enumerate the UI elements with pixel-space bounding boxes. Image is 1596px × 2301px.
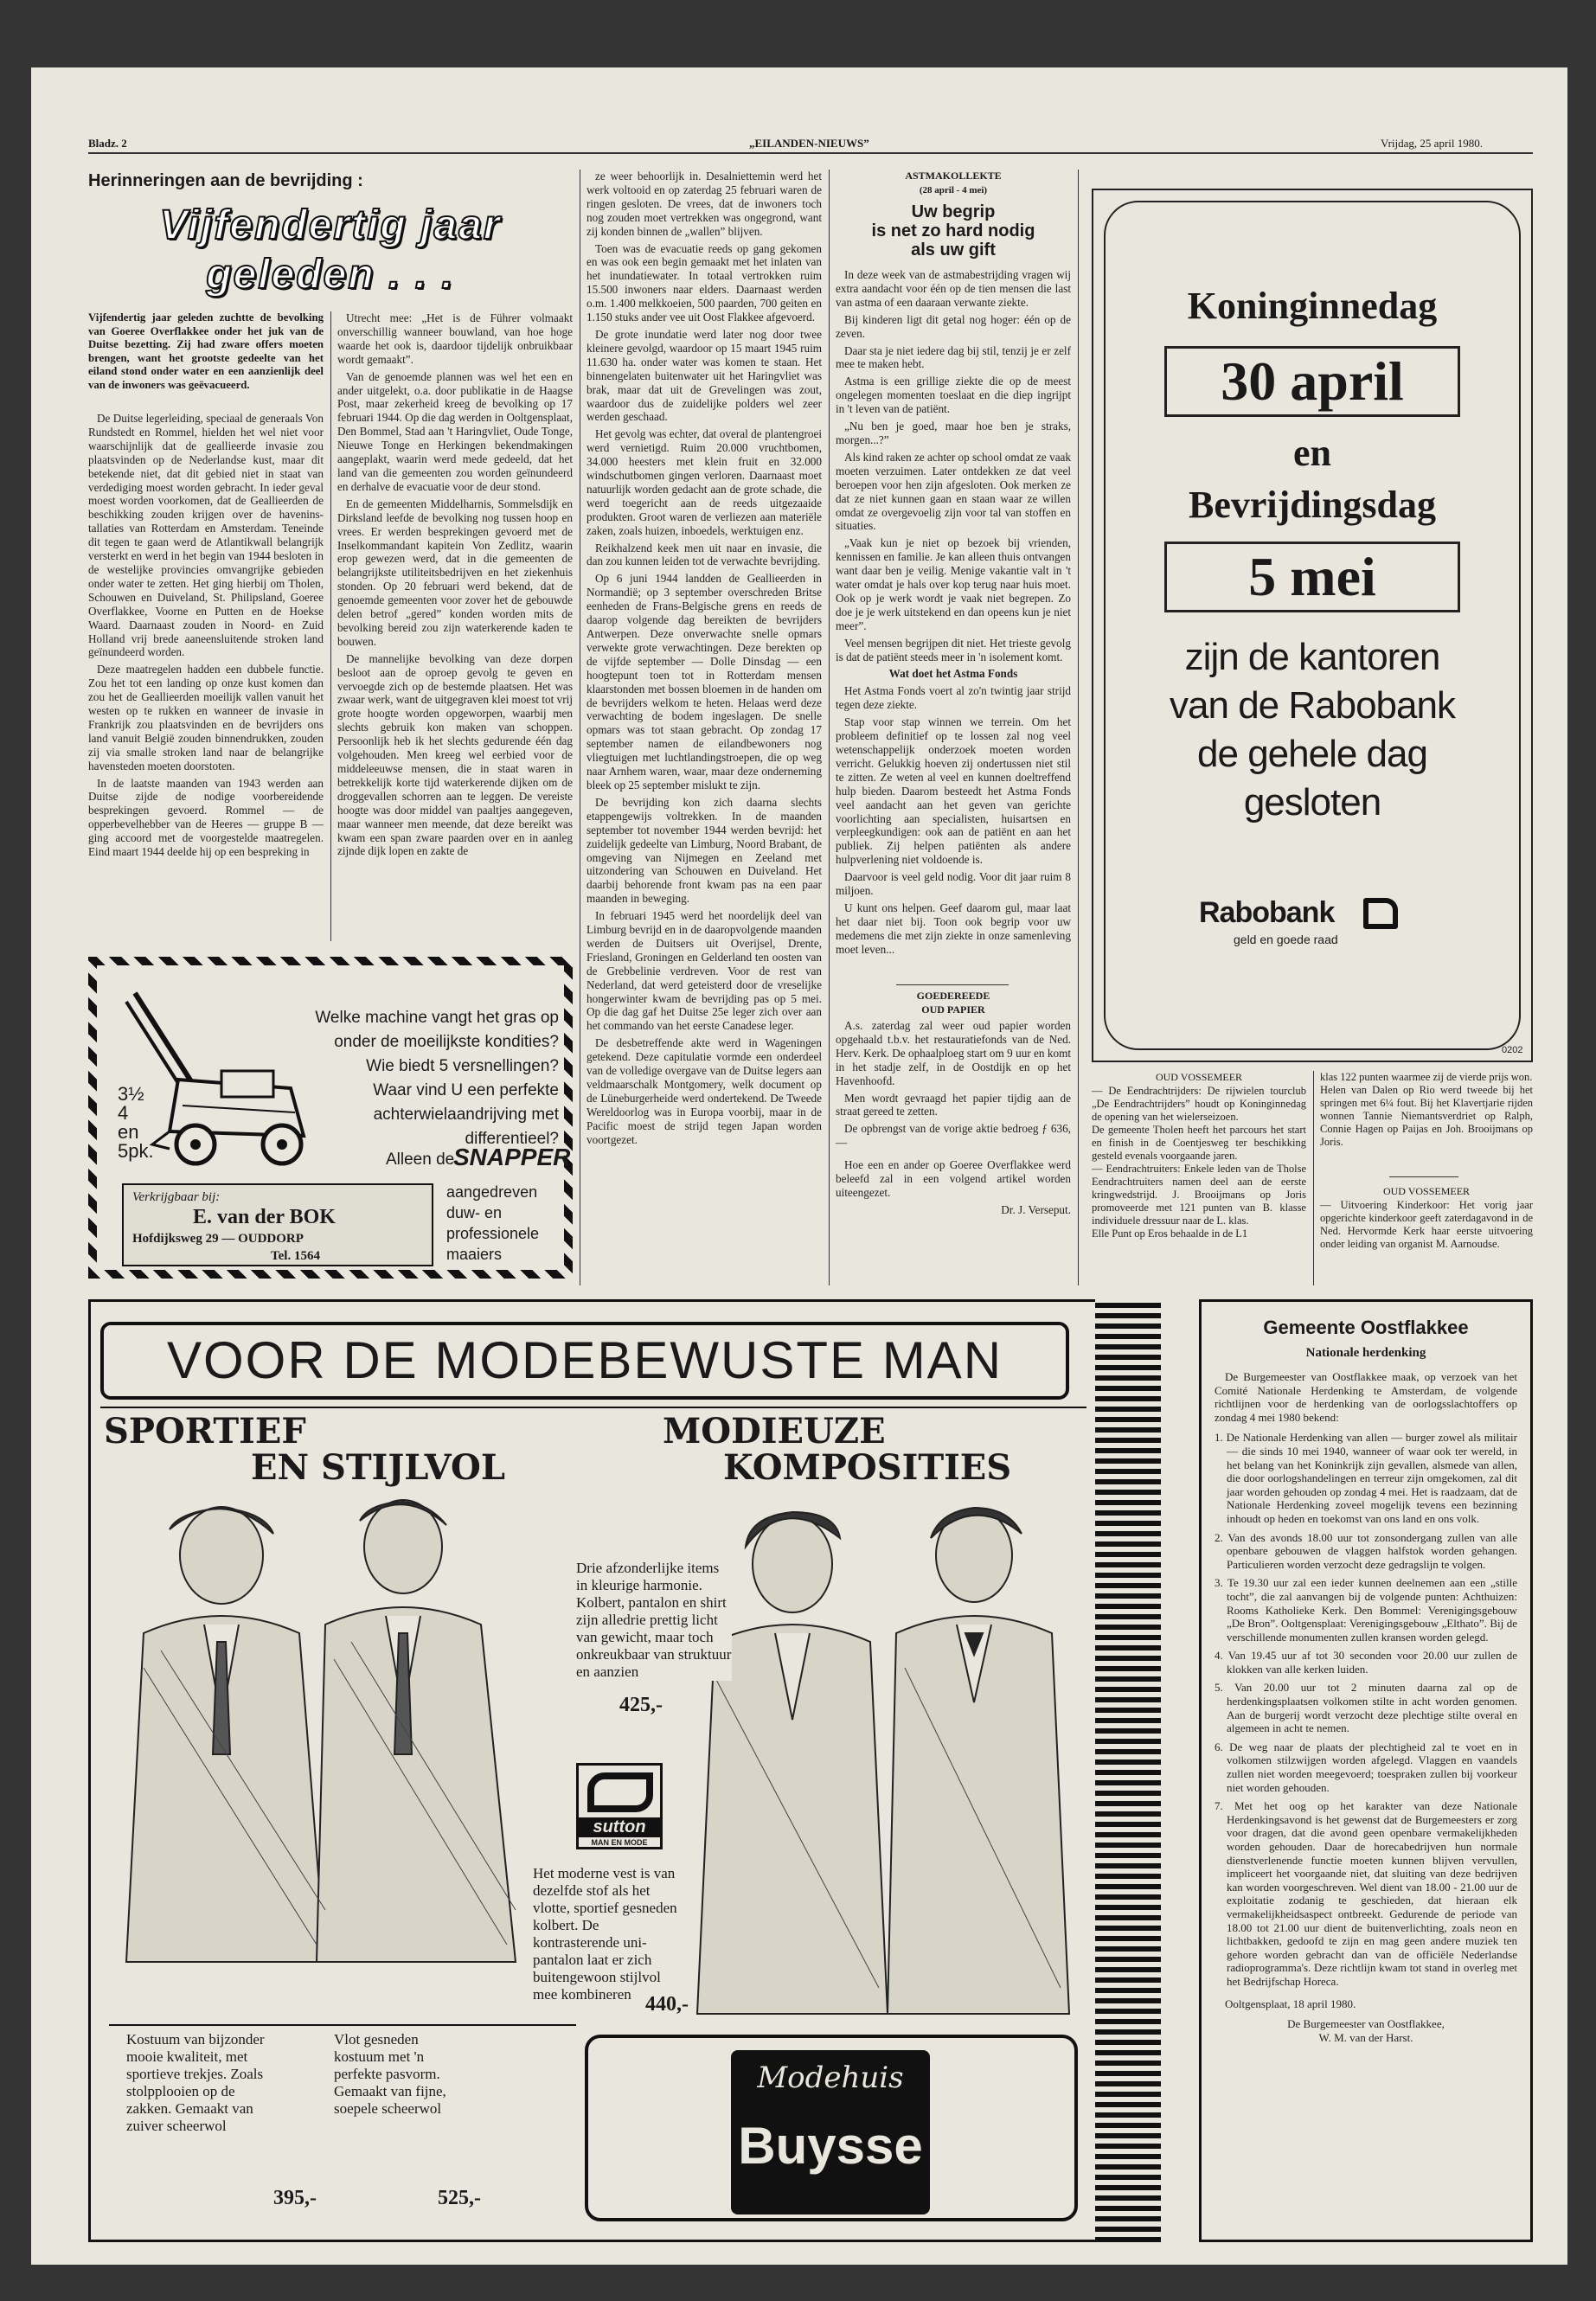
signature-name: W. M. van der Harst. <box>1318 2030 1413 2044</box>
rabobank-body-line: zijn de kantoren <box>1184 636 1440 678</box>
snapper-hp-line: 4 <box>118 1102 129 1124</box>
paragraph: Reikhalzend keek men uit naar en invasie, die dan zou kunnen leiden tot de verwachte bevrijding. <box>586 541 822 568</box>
paragraph: Toen was de evacuatie reeds op gang gekomen en was ook een begin gemaakt met het inlaten van het inundatiewater. In totaal vertrokken ruim 15.500 inwoners naar elders. Daarnaast werden o.m. 1.400 melkkoeien, 500 paarden, 700 geiten en 1.150 stuks ander vee uit Oost Flakkee afgevoerd. <box>586 241 822 324</box>
article-column-3 <box>586 170 822 1285</box>
list-item: 5. Van 20.00 uur tot 2 minuten daarna zal op de herdenkingsplaatsen volkomen stilte in acht worden genomen. Aan de burgerij wordt verzocht deze plechtige stilte overal en algemeen in acht te nemen. <box>1215 1681 1517 1735</box>
rabobank-body-line: gesloten <box>1243 781 1381 824</box>
rabobank-logo-icon <box>1363 898 1398 929</box>
paragraph: Op 6 juni 1944 landden de Geallieerden in Normandië; op 3 september overschreden Britse eenheden de Frans-Belgische grens en reeds de daarop volgende dag bereikten de bevrijders Antwerpen. Deze onverwachte snelle opmars verwekte grote verwachtingen. Deze berekten op de vijfde september — Dolle Dinsdag — een hoogtepunt toen tot in Rotterdam mensen klaarstonden met bossen bloemen in de handen om de bevrijders welkom te heten. Helaas werd deze verwachting de bodem ingeslagen. De snelle opmars was tot staan gebracht. Op zondag 17 september namen de eilandbewoners nog vliegtuigen met luchtlandingstroepen, die op weg naar Arnhem waren, waar, maar deze onderneming bleek op 25 september mislukt te zijn. <box>586 572 822 792</box>
fashion-right-title-line: MODIEUZE <box>663 1411 886 1452</box>
paragraph: Daarvoor is veel geld nodig. Voor dit jaar ruim 8 miljoen. <box>836 870 1071 898</box>
paragraph: Veel mensen begrijpen dit niet. Het triestе gevolg is dat de patiënt steeds meer in 'n isolement komt. <box>836 636 1071 663</box>
rabobank-line3: Bevrijdingsdag <box>1188 484 1437 526</box>
rabobank-date2: 5 mei <box>1164 542 1460 612</box>
dealer-address: Hofdijksweg 29 — OUDDORP <box>132 1232 304 1246</box>
paragraph: Hoe een en ander op Goeree Overflakkee werd beleefd zal in een volgend artikel worden uiteengezet. <box>836 1158 1071 1199</box>
gemeente-title: Gemeente Oostflakkee <box>1263 1317 1469 1338</box>
column-rule <box>829 170 830 1285</box>
paper-name: „EILANDEN-NIEUWS” <box>749 137 869 150</box>
paragraph: In de laatste maanden van 1943 werden aan Duitse zijde de nodige voorbereidende besprekingen gevoerd. Rommel — de opperbevelhebber van de Heeres — gruppe B — ging accoord met de voorgestelde maatregelen. Eind maart 1944 deelde hij op een bespreking in <box>88 776 324 859</box>
paragraph: „Vaak kun je niet op bezoek bij vrienden, kennissen en familie. Je kan alleen thuis ontvangen want daar ben je veilig. Menige vakantie valt in 't water omdat je hals over kop terug naar huis moet. Ook op je werk wordt je vaak niet begrepen. Zo doe je je werk uitstekend en dan opeens kun je niet meer”. <box>836 536 1071 632</box>
place-date: Ooltgensplaat, 18 april 1980. <box>1225 1997 1356 2010</box>
fashion-price-1: 425,- <box>619 1694 663 1716</box>
fashion-price-3: 395,- <box>273 2187 317 2209</box>
paragraph: De mannelijke bevolking van deze dorpen besloot aan de oproep gevolg te geven en vervoegde zich op de bestemde plaatsen. Het was zwaar werk, want de uitgegraven klei moest tot vrij grote hoogte worden opgeworpen, waarbij men slechts gebruik kon maken van schoppen. Persoonlijk heb ik het slechts gedurende één dag volgehouden. Men kreeg wel eerbied voor de middeleeuwse mensen, die in staat waren in betrekkelijk korte tijd waterkerende dijken om de droggevallen schorren aan te leggen. De vereiste hoogte was door middel van paaltjes aangegeven, maar wanneer men meende, dat deze bereikt was kwam een span zware paarden over en in aanleg zijnde dijk lopen en zakte de <box>337 651 573 858</box>
column-rule <box>1078 170 1079 1285</box>
paragraph: Men wordt gevraagd het papier tijdig aan de straat gereed te zetten. <box>836 1091 1071 1118</box>
article-headline-1: Vijfendertig jaar <box>159 202 502 248</box>
fashion-text-4: Vlot gesneden kostuum met 'n perfekte pasvorm. Gemaakt van fijne, soepele scheerwol <box>334 2031 446 2117</box>
paragraph: Het Astma Fonds voert al zo'n twintig jaar strijd tegen deze ziekte. <box>836 684 1071 712</box>
rabobank-slogan: geld en goede raad <box>1234 933 1338 946</box>
oud-vossemeer-2-title: OUD VOSSEMEER <box>1382 1185 1471 1197</box>
dealer-name: E. van der BOK <box>193 1206 336 1228</box>
paragraph: Deze maatregelen hadden een dubbele functie. Zou het tot een landing op onze kust komen dan zou het de Geallieerden moeilijk vallen vanuit het westen op te rukken en wanneer de invasie in Frankrijk zou plaatsvinden en de bevrijders ons land vanuit België zouden binnendrukken, zouden zij via smalle stroken land naar de belangrijke havensteden moeten doorstoten. <box>88 663 324 772</box>
snapper-hp <box>118 1085 154 1161</box>
fashion-left-title <box>104 1413 505 1486</box>
snapper-feature: maaiers <box>446 1246 503 1263</box>
paragraph: — Eendrachtruiters: Enkele leden van de Tholse Eendrachtruiters namen deel aan de eerste kringwedstrijd. J. Brooijmans op Joris promoveerde met 121 punten van B. klasse individuele dressuur naar de L. klas. <box>1092 1163 1306 1227</box>
article-headline-2: geleden . . . <box>206 252 455 298</box>
fashion-right-title <box>628 1413 1011 1486</box>
list-item: 1. De Nationale Herdenking van allen — burger zowel als militair — die sinds 10 mei 1940, wanneer of waar ook ter wereld, in het belang van het Koninkrijk zijn gevallen, alsmede van allen, die door oorlogshandelingen en terreur zijn omgekomen, zal dit jaar worden gehouden op zondag 4 mei. Het is raadzaam, dat de Nationale Herdenking zoveel mogelijk tevens een bezinning inhoudt op heden en toekomst van ons land en ons volk. <box>1215 1431 1517 1525</box>
article-column-1 <box>88 412 324 941</box>
paragraph: Als kind raken ze achter op school omdat ze vaak moeten verzuimen. Later ontdekken ze dat veel beroepen voor hen zijn afgesloten. Ook merken ze dat ze niet kunnen gaan en staan waar ze willen omdat ze overgevoelig zijn voor tal van stoffen en situaties. <box>836 450 1071 533</box>
oud-vossemeer-title: OUD VOSSEMEER <box>1155 1071 1243 1083</box>
goederede-title: GOEDEREEDE <box>916 990 990 1002</box>
fashion-price-2: 440,- <box>645 1993 689 2016</box>
rabobank-line2: en <box>1293 432 1331 474</box>
oud-vossemeer-body <box>1092 1085 1306 1285</box>
rabobank-body-line: van de Rabobank <box>1170 684 1455 727</box>
sutton-logo <box>576 1763 663 1849</box>
snapper-feature: duw- en <box>446 1204 503 1221</box>
paragraph: Utrecht mee: „Het is de Führer volmaakt onverschillig wanneer bouwland, van hoe hoge waarde het ook is, daardoor tijdelijk onbruikbaar wordt gemaakt”. <box>337 311 573 366</box>
masthead-rule <box>88 152 1533 154</box>
paragraph: U kunt ons helpen. Geef daarom gul, maar laat het daar niet bij. Toon ook begrip voor uw medemens die met zijn ziekte in onze samenleving moet leven... <box>836 901 1071 956</box>
section-rule <box>896 984 1009 985</box>
paragraph: Bij kinderen ligt dit getal nog hoger: één op de zeven. <box>836 312 1071 340</box>
snapper-dealer-box <box>122 1183 433 1266</box>
snapper-features <box>446 1182 539 1265</box>
snapper-question: Welke machine vangt het gras op <box>315 1009 559 1027</box>
shop-script: Modehuis <box>757 2061 904 2095</box>
page-number: Bladz. 2 <box>88 137 127 150</box>
fashion-ad-stripes <box>1095 1299 1161 2242</box>
snapper-logo: SNAPPER <box>453 1144 571 1170</box>
snapper-feature: professionele <box>446 1225 540 1242</box>
astma-title: ASTMAKOLLEKTE <box>905 170 1002 182</box>
rabobank-logo: Rabobank <box>1199 896 1335 929</box>
goederede-body <box>836 1019 1071 1218</box>
snapper-question: Wie biedt 5 versnellingen? <box>366 1057 559 1075</box>
paragraph: De grote inundatie werd later nog door twee kleinere gevolgd, waardoor op 15 maart 1945 ruim 11.630 ha. onder water was komen te staan. Het binnengelaten buitenwater uit het Haringvliet was brak, maar dat uit de Grevelingen was zout, waardoor dus de zuidelijke polders wel zeer werden geschaad. <box>586 327 822 424</box>
list-item: 4. Van 19.45 uur af tot 30 seconden voor 20.00 uur zullen de klokken van alle kerken luiden. <box>1215 1649 1517 1676</box>
astma-subheading: Wat doet het Astma Fonds <box>888 667 1018 681</box>
paragraph: De opbrengst van de vorige aktie bedroeg ƒ 636,— <box>836 1122 1071 1150</box>
fashion-left-title-line: SPORTIEF <box>104 1411 306 1452</box>
paragraph: In februari 1945 werd het noordelijk deel van Limburg bevrijd en in de daaropvolgende maanden werden de Duitsers uit Overijsel, Drente, Friesland, Groningen en Gelderland ten oosten van de Grebbelinie verdreven. Voor de rest van Nederland, dat werd geteisterd door de vreselijke hongerwinter kwam de bevrijding pas op 5 mei. Op die dag gaf het Duitse 25e leger zich over aan het commando van het eerste Canadese leger. <box>586 909 822 1033</box>
shop-name: Buysse <box>738 2117 923 2175</box>
paragraph: Stap voor stap winnen we terrein. Om het probleem definitief op te lossen zal nog veel wetenschappelijk onderzoek moeten worden verricht. Gelukkig hoeven zij ondertussen niet stil te zitten. Ze weten al veel en kunnen doeltreffend hulp bieden. Daarom besteedt het Astma Fonds veel aandacht aan het geven van gerichte voorlichting aan specialisten, huisartsen en verpleegkundigen: ook aan de patiënt en aan het publiek. Zij helpen patiënten als andere hulpverlening niet voldoende is. <box>836 715 1071 867</box>
article-kicker: Herinneringen aan de bevrijding : <box>88 171 363 190</box>
newspaper-page <box>31 67 1567 2265</box>
men-illustration-left <box>109 1495 542 1979</box>
paragraph: De gemeente Tholen heeft het parcours het start en finish in de Coentjesweg ter beschikking gesteld evenals voorgaande jaren. <box>1092 1124 1306 1162</box>
article-lead: Vijfendertig jaar geleden zuchtte de bevolking van Goeree Overflakkee onder het juk van de Duitse bezetting. Zij had zware offers moeten brengen, want het grootste gedeelte van het eiland stond onder water en een aanzienlijk deel van de inwoners was geëvacueerd. <box>88 311 324 391</box>
fashion-rule <box>100 1407 1086 1408</box>
rabobank-body <box>1104 633 1521 827</box>
rabobank-code: 0202 <box>1502 1045 1523 1055</box>
paragraph: In deze week van de astmabestrijding vragen wij extra aandacht voor één op de tien mensen die last van astma of een daaraan verwante ziekte. <box>836 268 1071 309</box>
paragraph: Helen van Dalen op Rio werd tweede bij het springen met 6¼ fout. Bij het Klavertjarie rijden wonnen Tannie Niemantsverdriet op Ralph, Connie Hagen op Paijas en Joh. Brooijmans op Joris. <box>1320 1084 1533 1148</box>
fashion-text-2: Het moderne vest is van dezelfde stof als het vlotte, sportief gesneden kolbert. De kontrasterende uni-pantalon laat er zich buitengewoon stijlvol mee kombineren <box>533 1865 689 2003</box>
paragraph: De bevrijding kon zich daarna slechts etappengewijs voltrekken. In de maanden september tot november 1944 werden bevrijd: het zuidelijk gedeelte van Limburg, Noord Brabant, de omgeving van Nijmegen en Zeeland met uitzondering van Schouwen en Duiveland. Het daarbij behorende front kwam pas na een paar maanden in beweging. <box>586 795 822 906</box>
fashion-headline: VOOR DE MODEBEWUSTE MAN <box>100 1322 1069 1400</box>
buysse-logo-box <box>585 2035 1078 2221</box>
paragraph: En de gemeenten Middelharnis, Sommelsdijk en Dirksland leefde de bevolking nog tussen hoop en vrees. Er werden besprekingen gevoerd met de Inselkommandant kapitein Von Zedlitz, waarin erop gewezen werd, dat in die gemeenten de belangrijkste utiliteitsbedrijven en het ziekenhuis stonden. Op 20 februari werd bekend, dat de genoemde gemeenten voor zover het de gebouwde delen betrof „gered” konden worden mits de bevolking bereid zou zijn waterkerende kaden te bouwen. <box>337 497 573 648</box>
snapper-questions <box>252 1006 559 1151</box>
astma-headline-line: is net zo hard nodig <box>871 221 1035 240</box>
snapper-feature: aangedreven <box>446 1183 538 1201</box>
signature-line: De Burgemeester van Oostflakkee, <box>1287 2017 1445 2031</box>
snapper-hp-line: 5pk. <box>118 1140 154 1162</box>
oud-vossemeer-body-cont <box>1320 1071 1533 1201</box>
sutton-brand: sutton <box>579 1817 660 1837</box>
snapper-alleen: Alleen de <box>386 1150 455 1169</box>
gemeente-body <box>1215 1370 1517 2227</box>
list-item: 6. De weg naar de plaats der plechtigheid zal te voet en in volkomen stilzwijgen worden afgelegd. Vlaggen en vaandels zullen niet worden meegevoerd; toespraken zullen bij voorkeur niet worden gehouden. <box>1215 1740 1517 1794</box>
article-column-2 <box>337 311 573 941</box>
paragraph: De Burgemeester van Oostflakkee maak, op verzoek van het Comité Nationale Herdenking te Amsterdam, de volgende richtlijnen voor de herdenking van de oorlogsslachtoffers op zondag 4 mei 1980 bekend: <box>1215 1370 1517 1424</box>
list-item: 7. Met het oog op het karakter van deze Nationale Herdenkingsavond is het gewenst dat de Burgemeesters er zorg voor dragen, dat die avond geen openbare vermakelijkheden worden gehouden. Daar de horecabedrijven hun normale dienstverlenende functie moeten kunnen blijven vervullen, impliceert het voorgaande niet, dat sluiting van deze bedrijven kan worden voorgeschreven. Wel dient van 18.00 - 21.00 uur de exploitatie zodanig te geschieden, dat hieraan elk vermakelijkheidsaspect ontbreekt. Gedurende de periode van 18.00 tot 21.00 uur dient de buitenverlichting, zoals neon en lichtbakken, gedoofd te zijn en mag geen andere muziek ten gehore worden gebracht dan van de officiële Nederlandse radioprogramma's. Deze richtlijn kwam tot stand in overleg met het Bedrijfschap Horeca. <box>1215 1799 1517 1988</box>
fashion-text-3: Kostuum van bijzonder mooie kwaliteit, met sportieve trekjes. Zoals stolpplooien op de zakken. Gemaakt van zuiver scheerwol <box>126 2031 265 2134</box>
fashion-left-title-line: EN STIJLVOL <box>251 1447 505 1488</box>
goederede-subtitle: OUD PAPIER <box>921 1003 985 1016</box>
dealer-label: Verkrijgbaar bij: <box>132 1190 221 1204</box>
snapper-question: differentieel? <box>465 1130 559 1148</box>
sutton-logo-icon <box>587 1772 653 1812</box>
column-rule <box>1313 1071 1314 1285</box>
list-item: 2. Van des avonds 18.00 uur tot zonsondergang zullen van alle openbare gebouwen de vlaggen halfstok worden gehangen. Particulieren worden verzocht deze gedragslijn te volgen. <box>1215 1530 1517 1571</box>
paragraph: ze weer behoorlijk in. Desalniettemin werd het werk voltooid en op zaterdag 25 februari waren de ringen gesloten. De vrees, dat de inwoners toch nog zouden moet vertrekken was ongegrond, want zij konden binnen de „wallen” blijven. <box>586 170 822 238</box>
list-item: 3. Te 19.30 uur zal een ieder kunnen deelnemen aan een „stille tocht”, die zal aanvangen bij de volgende punten: Achthuizen: Rooms Katholieke Kerk. Den Bommel: Verenigingsgebouw „De Bron”. Ooltgensplaat: Verenigingsgebouw „Elthato”. Bij de verschillende monumenten zullen kransen worden gelegd. <box>1215 1576 1517 1644</box>
section-rule <box>1389 1176 1458 1177</box>
paragraph: Daar sta je niet iedere dag bij stil, tenzij je er zelf mee te maken hebt. <box>836 343 1071 371</box>
fashion-price-4: 525,- <box>438 2187 481 2209</box>
paragraph: Het gevolg was echter, dat overal de plantengroei werd vernietigd. Ruim 20.000 vruchtbomen, 34.000 heesters met klein fruit en 32.000 windschutbomen gingen verloren. Daarnaast moet natuurlijk worden gedacht aan de grote schade, die werd toegericht aan de reeds uitgezaaide produkten. Groot waren de verliezen aan materiële zaken, zoals huizen, inboedels, werktuigen enz. <box>586 427 822 537</box>
gemeente-subtitle: Nationale herdenking <box>1305 1346 1426 1360</box>
astma-dates: (28 april - 4 mei) <box>919 185 988 195</box>
rabobank-date1: 30 april <box>1164 346 1460 417</box>
paragraph: — De Eendrachtrijders: De rijwielen tourclub „De Eendrachtrijders” houdt op Koninginnedag de opening van het wielerseizoen. <box>1092 1085 1306 1123</box>
astma-headline-line: Uw begrip <box>911 202 996 221</box>
fashion-text-1: Drie afzonderlijke items in kleurige harmonie. Kolbert, pantalon en shirt zijn alledrie prettig licht van gewicht, maar toch onkreukbaar van struktuur en aanzien <box>576 1560 732 1680</box>
paragraph: klas 122 punten waarmee zij de vierde prijs won. <box>1320 1071 1533 1083</box>
paragraph: „Nu ben je goed, maar hoe ben je straks, morgen...?” <box>836 420 1071 446</box>
oud-vossemeer-2-body: — Uitvoering Kinderkoor: Het vorig jaar opgerichte kinderkoor geeft zaterdagavond in de Ned. Hervormde Kerk haar eerste uitvoering onder leiding van organist M. Aarnoudse. <box>1320 1199 1533 1250</box>
snapper-hp-line: 3½ <box>118 1083 144 1105</box>
astma-headline <box>836 202 1071 260</box>
rabobank-line1: Koninginnedag <box>1187 285 1438 327</box>
paragraph: Elle Punt op Eros behaalde in de L1 <box>1092 1227 1248 1240</box>
paragraph: Van de genoemde plannen was wel het een en ander uitgelekt, o.a. door publikatie in de Haagse Post, maar zekerheid kreeg de bevolking op 17 februari 1944. Op die dag werden in Ooltgensplaat, Den Bommel, Stad aan 't Haringvliet, Oude Tonge, Nieuwe Tonge en Herkingen bekendmakingen aangeplakt, waarin werd mede gedeeld, dat het land van die gemeenten zou worden geïnundeerd en derhalve de evacuatie voor de deur stond. <box>337 369 573 493</box>
paragraph: De Duitse legerleiding, speciaal de generaals Von Rundstedt en Rommel, hielden het wel niet voor waarschijnlijk dat de geallieerde invasie zou plaatsvinden op de Nederlandse kust, maar dit betekende niet, dat dit gebied niet in staat van verdediging moest worden gebracht. In ieder geval moest worden voorkomen, dat de Geallieerden de beschikking zouden krijgen over de haveninstallaties van Rotterdam en Amsterdam. Teneinde dit tegen te gaan werd de Atlantikwall belangrijk versterkt en werd in het begin van 1944 besloten in de westelijke provincies omvangrijke gebieden onder water te zetten. Het ging hierbij om Tholen, Schouwen en Duiveland, St. Philipsland, Goeree Overflakkee, Voorne en Putten en de Hoekse Waard. Daarnaast zouden in Noord- en Zuid Holland vrij brede aaneensluitende stroken land geïnundeerd worden. <box>88 412 324 659</box>
dealer-phone: Tel. 1564 <box>271 1249 320 1263</box>
snapper-question: onder de moeilijkste kondities? <box>334 1033 559 1051</box>
snapper-hp-line: en <box>118 1121 139 1143</box>
issue-date: Vrijdag, 25 april 1980. <box>1381 137 1484 150</box>
paragraph: De desbetreffende akte werd in Wageningen getekend. Deze capitulatie vormde een onderdeel van de volledige overgave van de Duitse legers aan veldmaarschalk Montgomery, welk document op de Lüneburgerheide werd ondertekend. De Tweede Wereldoorlog was in Europa voorbij, maar in de Pacific moest de strijd tegen Japan worden voortgezet. <box>586 1036 822 1146</box>
fashion-right-title-line: KOMPOSITIES <box>723 1447 1012 1488</box>
paragraph: Astma is een grillige ziekte die op de meest ongelegen momenten toeslaat en die diep ingrijpt in 't leven van de patiënt. <box>836 375 1071 416</box>
rabobank-body-line: de gehele dag <box>1197 733 1427 775</box>
snapper-question: Waar vind U een perfekte <box>373 1081 559 1099</box>
astma-body <box>836 268 1071 956</box>
astma-headline-line: als uw gift <box>911 240 996 260</box>
paragraph: A.s. zaterdag zal weer oud papier worden opgehaald t.b.v. het restauratiefonds van de Ned. Herv. Kerk. De ophaalploeg start om 9 uur en komt in het stadje zelf, in de Oostdijk en op het Havenhoofd. <box>836 1019 1071 1087</box>
sutton-sub: MAN EN MODE <box>591 1838 648 1847</box>
snapper-question: achterwielaandrijving met <box>373 1106 559 1124</box>
author: Dr. J. Verseput. <box>1001 1202 1071 1216</box>
men-illustration-right <box>689 1503 1086 2022</box>
column-rule <box>330 311 331 941</box>
